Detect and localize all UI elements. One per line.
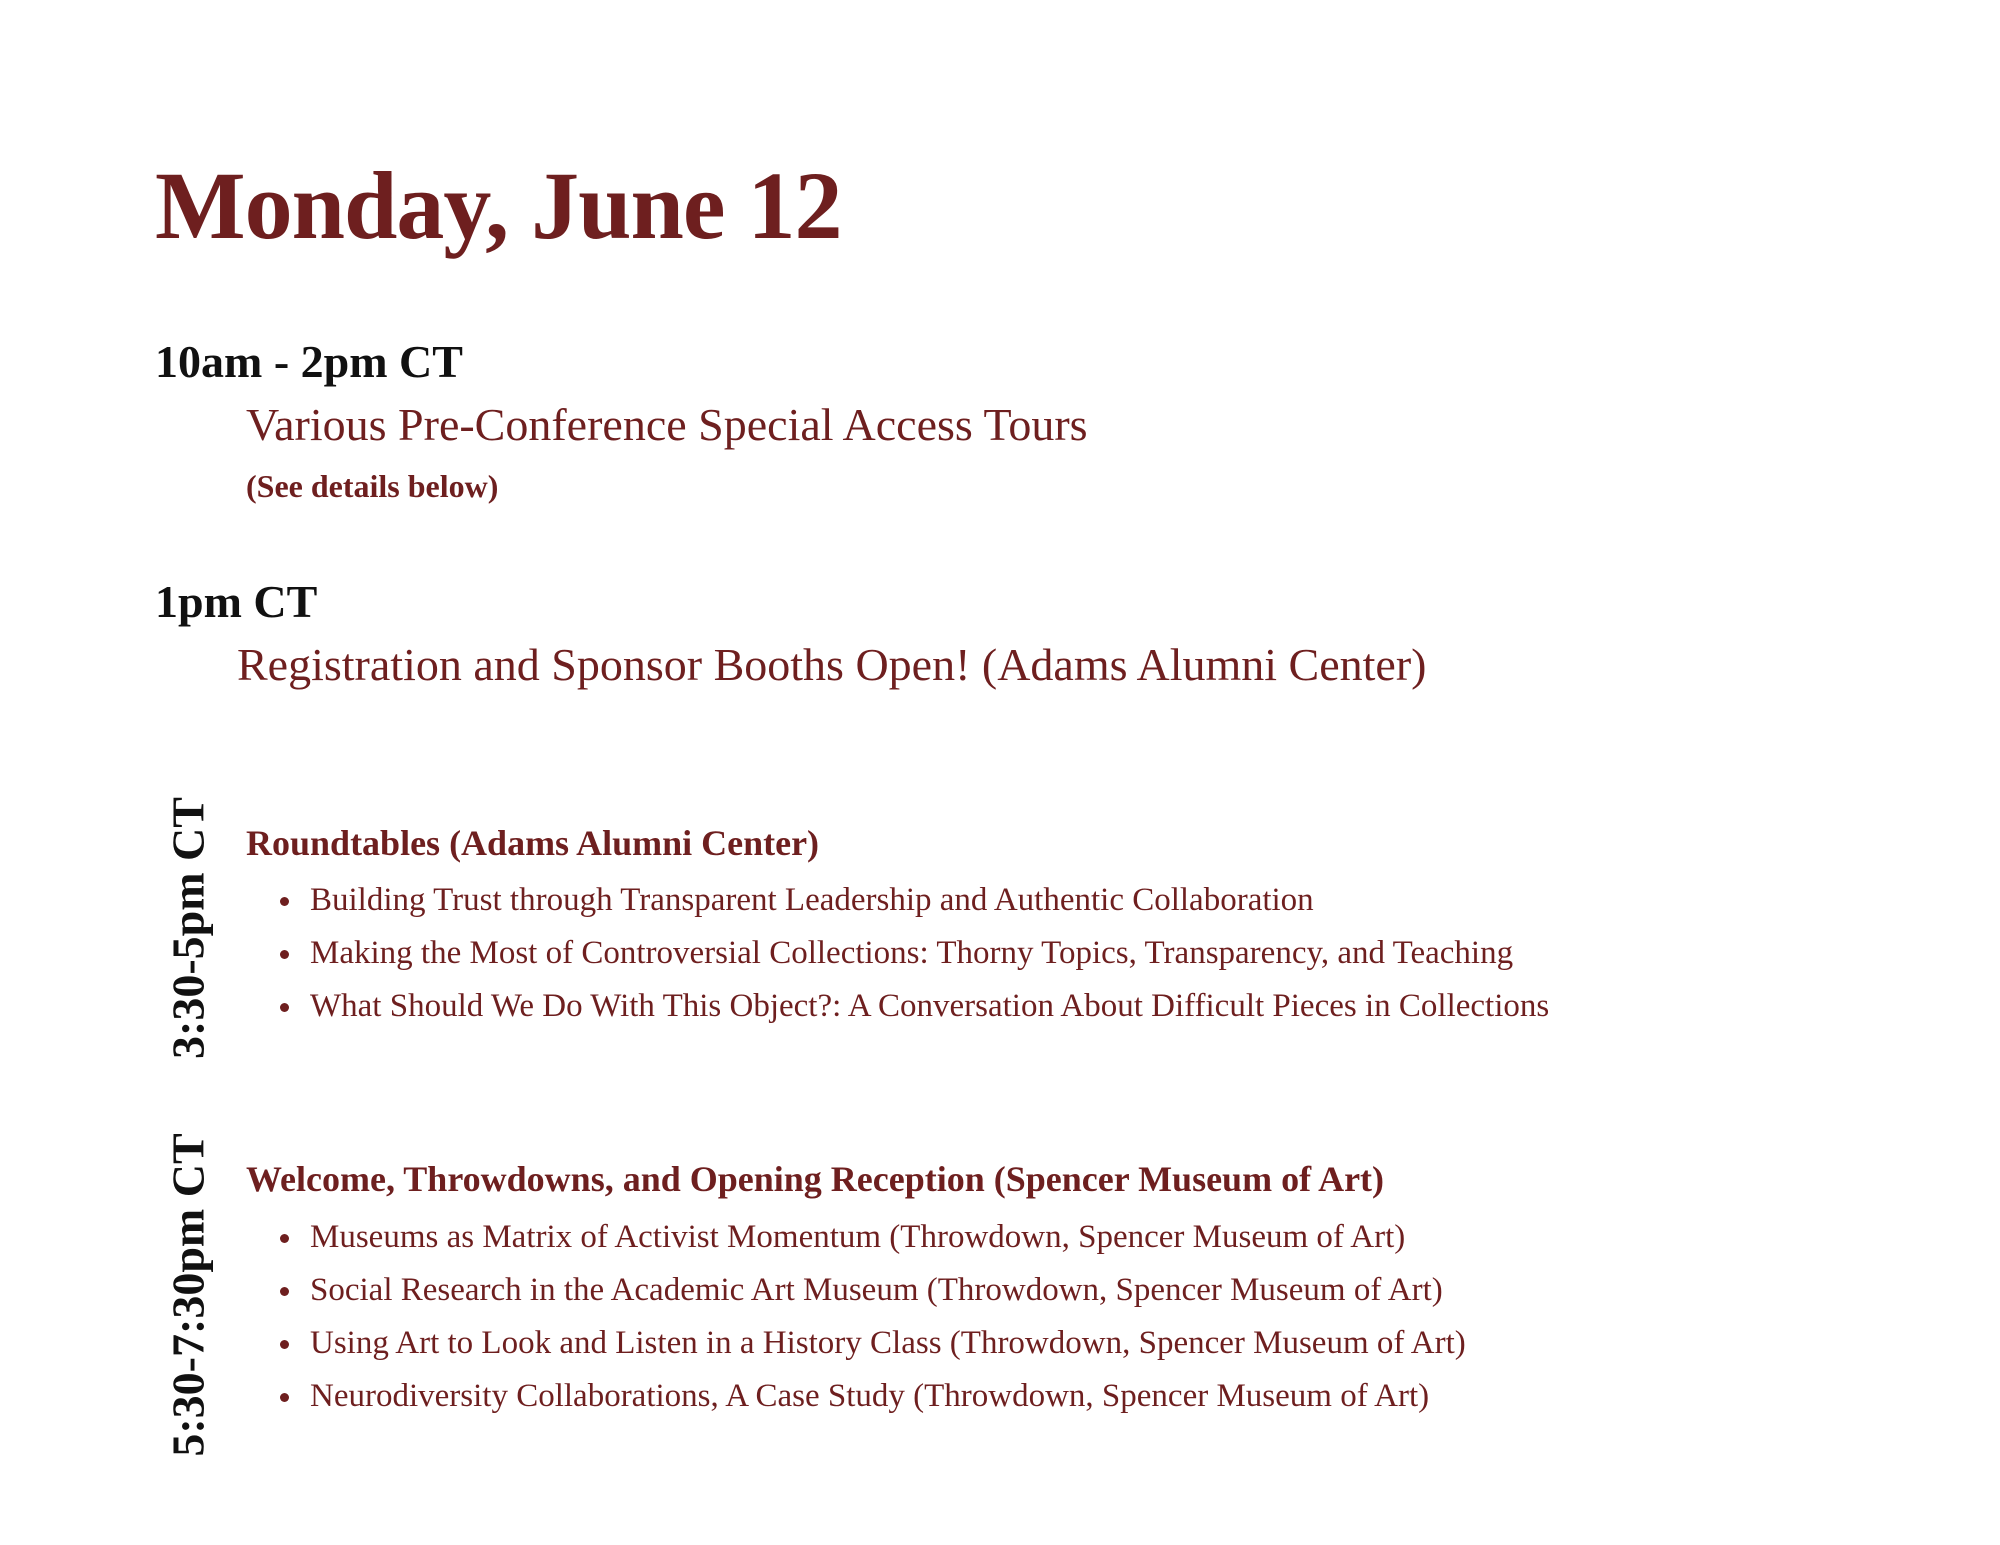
- session-heading: Welcome, Throwdowns, and Opening Reception (Spencer Museum of Art): [246, 1159, 1385, 1199]
- list-item: What Should We Do With This Object?: A Conversation About Difficult Pieces in Collections: [280, 980, 1549, 1033]
- session-item-list: [280, 1211, 1466, 1423]
- session-item-list: [280, 874, 1549, 1033]
- slot-note: (See details below): [246, 468, 499, 504]
- session-heading: Roundtables (Adams Alumni Center): [246, 823, 820, 863]
- list-item: Social Research in the Academic Art Museum (Throwdown, Spencer Museum of Art): [280, 1264, 1466, 1317]
- slot-event: Registration and Sponsor Booths Open! (Adams Alumni Center): [237, 639, 1427, 690]
- slot-time: 10am - 2pm CT: [155, 336, 463, 387]
- session-time-vertical: 5:30-7:30pm CT: [162, 1133, 214, 1457]
- list-item: Building Trust through Transparent Leadership and Authentic Collaboration: [280, 874, 1549, 927]
- slot-time: 1pm CT: [155, 576, 318, 627]
- session-time-vertical: 3:30-5pm CT: [162, 797, 214, 1059]
- slot-event: Various Pre-Conference Special Access Tours: [246, 399, 1088, 450]
- page-title: Monday, June 12: [155, 152, 842, 259]
- list-item: Neurodiversity Collaborations, A Case Study (Throwdown, Spencer Museum of Art): [280, 1370, 1466, 1423]
- list-item: Using Art to Look and Listen in a History Class (Throwdown, Spencer Museum of Art): [280, 1317, 1466, 1370]
- list-item: Making the Most of Controversial Collections: Thorny Topics, Transparency, and Teaching: [280, 927, 1549, 980]
- list-item: Museums as Matrix of Activist Momentum (Throwdown, Spencer Museum of Art): [280, 1211, 1466, 1264]
